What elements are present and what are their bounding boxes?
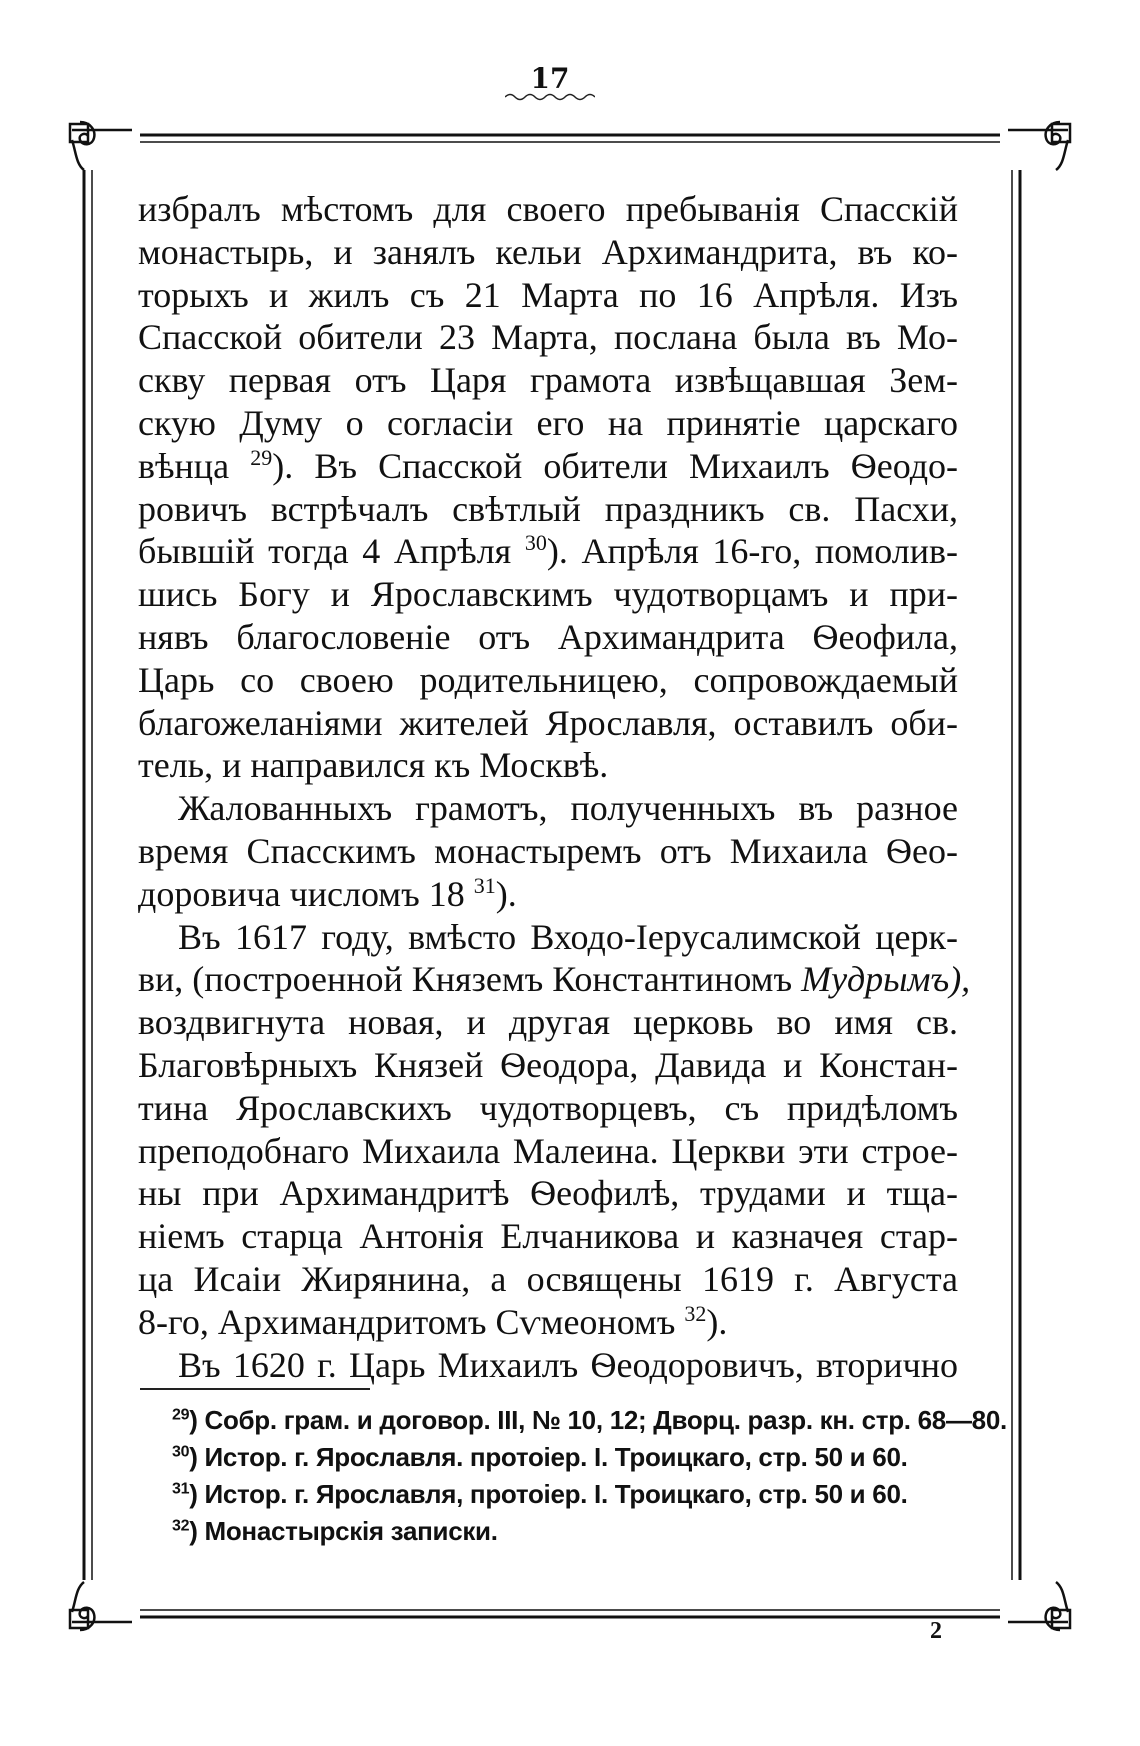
text-fragment: вѣнца <box>138 445 230 486</box>
text-line <box>138 445 958 488</box>
text-line: скву первая отъ Царя грамота извѣщавшая Зем- <box>138 360 958 401</box>
footnote-text: ) Истор. г. Ярославля. протоіер. І. Троицкаго, стр. 50 и 60. <box>189 1442 908 1472</box>
text-fragment: доровича числомъ 18 <box>138 873 465 914</box>
text-line: монастырь, и занялъ кельи Архимандрита, въ ко- <box>138 231 958 272</box>
text-line: ровичъ встрѣчалъ свѣтлый праздникъ св. Пасхи, <box>138 488 958 529</box>
footnote-number: 32 <box>172 1517 190 1535</box>
printer-signature-mark: 2 <box>930 1618 942 1644</box>
text-line: ніемъ старца Антонія Елчаникова и казначея стар- <box>138 1216 958 1257</box>
footnote-ref-29: 29 <box>250 444 273 470</box>
text-fragment: ). <box>706 1301 728 1342</box>
text-line <box>138 530 958 573</box>
footnote-number: 30 <box>172 1443 190 1461</box>
text-line: воздвигнута новая, и другая церковь во имя св. <box>138 1002 958 1043</box>
text-line <box>138 1301 958 1344</box>
text-line: Спасской обители 23 Марта, послана была въ Мо- <box>138 317 958 358</box>
page-number: 17 <box>530 62 570 95</box>
text-line: нявъ благословеніе отъ Архимандрита Ѳеофила, <box>138 616 958 657</box>
text-line: время Спасскимъ монастыремъ отъ Михаила Ѳео- <box>138 830 958 871</box>
text-fragment: бывшій тогда 4 Апрѣля <box>138 531 512 572</box>
text-line <box>138 873 958 916</box>
text-line: избралъ мѣстомъ для своего пребыванія Спасскій <box>138 189 958 229</box>
footnotes <box>172 1402 1007 1550</box>
footnote-number: 31 <box>172 1480 190 1498</box>
text-line: Въ 1617 году, вмѣсто Входо-Іерусалимской церк- <box>178 916 958 957</box>
footnote-ref-32: 32 <box>684 1300 707 1326</box>
text-line: скую Думу о согласіи его на принятіе царскаго <box>138 402 958 443</box>
text-line: шись Богу и Ярославскимъ чудотворцамъ и при- <box>138 574 958 615</box>
text-fragment: ). Апрѣля 16-го, помолив- <box>546 531 958 572</box>
text-line: Благовѣрныхъ Князей Ѳеодора, Давида и Констан- <box>138 1044 958 1085</box>
footnote-ref-31: 31 <box>473 872 496 898</box>
footnote-32 <box>172 1513 952 1550</box>
text-fragment: ви, (построенной Княземъ Константиномъ <box>138 959 793 1000</box>
text-line: торыхъ и жилъ съ 21 Марта по 16 Апрѣля. Изъ <box>138 274 958 315</box>
body-text <box>138 188 971 1386</box>
text-line: Въ 1620 г. Царь Михаилъ Ѳеодоровичъ, вторично <box>178 1344 958 1385</box>
text-line: ны при Архимандритѣ Ѳеофилѣ, трудами и тща- <box>138 1173 958 1214</box>
text-line: тина Ярославскихъ чудотворцевъ, съ придѣломъ <box>138 1087 958 1128</box>
text-line: тель, и направился къ Москвѣ. <box>138 745 609 786</box>
footnote-text: ) Истор. г. Ярославля, протоіер. І. Троицкаго, стр. 50 и 60. <box>189 1479 908 1509</box>
footnote-text: ) Собр. грам. и договор. III, № 10, 12; Дворц. разр. кн. стр. 68—80. <box>189 1405 1007 1435</box>
text-line: ца Исаіи Жирянина, а освящены 1619 г. Августа <box>138 1258 958 1299</box>
footnote-31 <box>172 1476 952 1513</box>
text-fragment: 8-го, Архимандритомъ Сѵмеономъ <box>138 1301 676 1342</box>
text-line: Жалованныхъ грамотъ, полученныхъ въ разное <box>178 788 958 829</box>
italic-name: Мудрымъ), <box>801 959 971 1000</box>
footnote-30 <box>172 1439 952 1476</box>
text-line <box>138 958 971 1001</box>
text-fragment: ). Въ Спасской обители Михаилъ Ѳеодо- <box>272 445 959 486</box>
footnote-ref-30: 30 <box>524 530 547 556</box>
text-line: Царь со своею родительницею, сопровождаемый <box>138 659 958 700</box>
footnote-number: 29 <box>172 1406 190 1424</box>
footnote-text: ) Монастырскія записки. <box>189 1516 498 1546</box>
text-fragment: ). <box>495 873 517 914</box>
text-line: преподобнаго Михаила Малеина. Церкви эти строе- <box>138 1130 958 1171</box>
footnote-29 <box>172 1402 1007 1439</box>
footnote-divider <box>140 1388 370 1390</box>
text-line: благожеланіями жителей Ярославля, оставилъ оби- <box>138 702 958 743</box>
